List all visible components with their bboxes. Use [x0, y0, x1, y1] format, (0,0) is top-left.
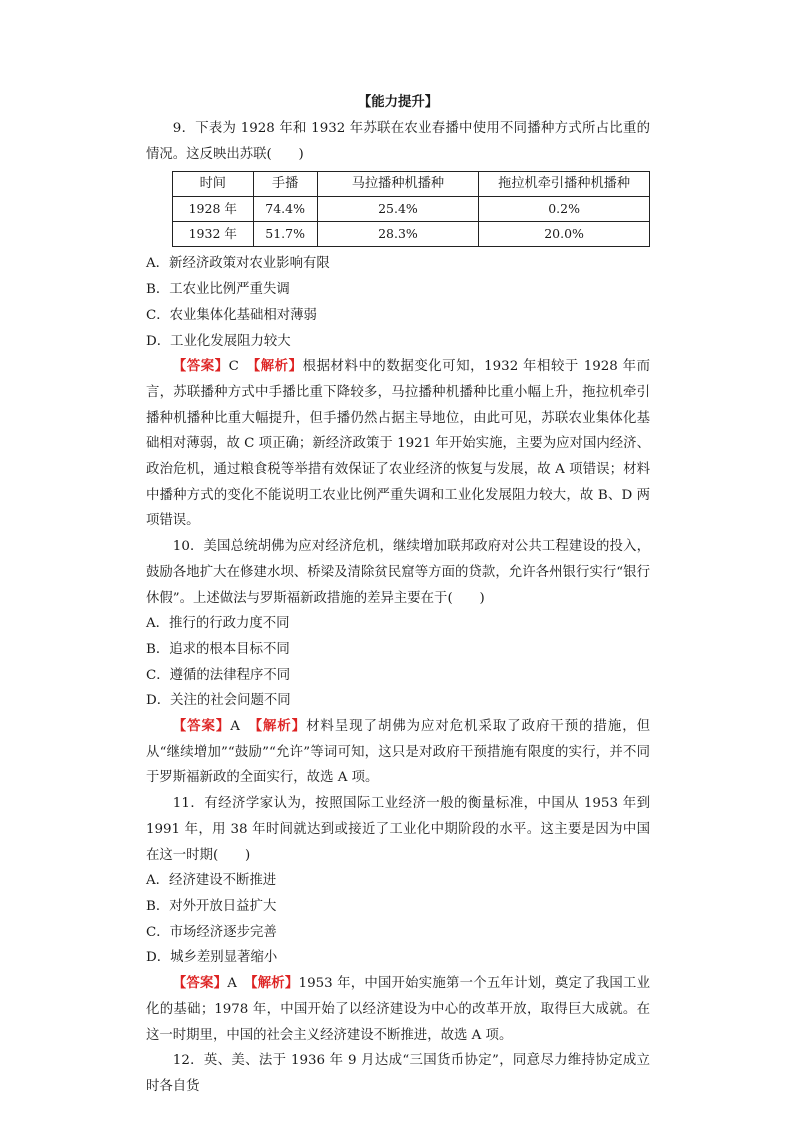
- table-header-row: [173, 172, 650, 197]
- table-header: 手播: [253, 172, 317, 197]
- analysis-tag: 【解析】: [255, 718, 307, 735]
- table-cell: 51.7%: [253, 222, 317, 247]
- option-a: A．新经济政策对农业影响有限: [146, 256, 330, 272]
- option-d: D．工业化发展阻力较大: [146, 333, 291, 349]
- answer-11: [146, 971, 650, 1048]
- table-header: 时间: [173, 172, 254, 197]
- question-11-stem: 11．有经济学家认为，按照国际工业经济一般的衡量标准，中国从 1953 年到 1991 年，用 38 年时间就达到或接近了工业化中期阶段的水平。这主要是因为中国在这一时期( ): [146, 796, 650, 863]
- option-c: C．遵循的法律程序不同: [146, 667, 291, 683]
- answer-tag: 【答案】: [172, 358, 229, 375]
- table-cell: 1928 年: [173, 197, 254, 222]
- analysis-tag: 【解析】: [250, 975, 299, 992]
- table-cell: 20.0%: [479, 222, 650, 247]
- table-cell: 0.2%: [479, 197, 650, 222]
- answer-value: C: [228, 359, 239, 375]
- answer-tag: 【答案】: [172, 975, 228, 992]
- analysis-text: 根据材料中的数据变化可知，1932 年相较于 1928 年而言，苏联播种方式中手播比重下降较多，马拉播种机播种比重小幅上升，拖拉机牵引播种机播种比重大幅提升，但手播仍然占据主导地位，由此可见，苏联农业集体化基础相对薄弱，故 C 项正确；新经济政策于 1921 年开始实施，主要为应对国内经济、政治危机，通过粮食税等举措有效保证了农业经济的恢复与发展，故 A 项错误；材料中播种方式的变化不能说明工农业比例严重失调和工业化发展阻力较大，故 B、D 两项错误。: [146, 359, 650, 529]
- table-row: [173, 222, 650, 247]
- option-b: B．追求的根本目标不同: [146, 641, 290, 657]
- table-cell: 28.3%: [317, 222, 478, 247]
- answer-value: A: [230, 719, 240, 735]
- analysis-text: 1953 年，中国开始实施第一个五年计划，奠定了我国工业化的基础；1978 年，中国开始了以经济建设为中心的改革开放，取得巨大成就。在这一时期里，中国的社会主义经济建设不断推进，故选 A 项。: [146, 976, 651, 1043]
- option-b: B．工农业比例严重失调: [146, 282, 290, 298]
- option-a: A．经济建设不断推进: [146, 873, 277, 889]
- table-cell: 1932 年: [173, 222, 254, 247]
- table-cell: 74.4%: [253, 197, 317, 222]
- option-c: C．农业集体化基础相对薄弱: [146, 307, 317, 323]
- question-9-stem: 9．下表为 1928 年和 1932 年苏联在农业春播中使用不同播种方式所占比重的情况。这反映出苏联( ): [146, 121, 650, 162]
- option-d: D．城乡差别显著缩小: [146, 950, 278, 966]
- answer-10: [146, 714, 650, 791]
- option-a: A．推行的行政力度不同: [146, 616, 290, 632]
- table-cell: 25.4%: [317, 197, 478, 222]
- answer-value: A: [227, 976, 237, 992]
- option-b: B．对外开放日益扩大: [146, 898, 277, 914]
- analysis-tag: 【解析】: [253, 358, 303, 375]
- table-header: 拖拉机牵引播种机播种: [479, 172, 650, 197]
- question-12-stem: 12．英、美、法于 1936 年 9 月达成“三国货币协定”，同意尽力维持协定成立时各自货: [146, 1053, 650, 1094]
- option-c: C．市场经济逐步完善: [146, 924, 277, 940]
- question-10-stem: 10．美国总统胡佛为应对经济危机，继续增加联邦政府对公共工程建设的投入，鼓励各地扩大在修建水坝、桥梁及清除贫民窟等方面的贷款，允许各州银行实行“银行休假”。上述做法与罗斯福新政措施的差异主要在于( ): [146, 539, 650, 606]
- document-page: [146, 90, 650, 1100]
- answer-tag: 【答案】: [172, 718, 231, 735]
- analysis-text: 材料呈现了胡佛为应对危机采取了政府干预的措施，但从“继续增加”“鼓励”“允许”等词可知，这只是对政府干预措施有限度的实行，并不同于罗斯福新政的全面实行，故选 A 项。: [146, 719, 650, 786]
- option-d: D．关注的社会问题不同: [146, 693, 291, 709]
- table-header: 马拉播种机播种: [317, 172, 478, 197]
- table-row: [173, 197, 650, 222]
- sowing-method-table: [172, 171, 650, 247]
- answer-9: [146, 354, 650, 534]
- section-title: 【能力提升】: [357, 94, 439, 110]
